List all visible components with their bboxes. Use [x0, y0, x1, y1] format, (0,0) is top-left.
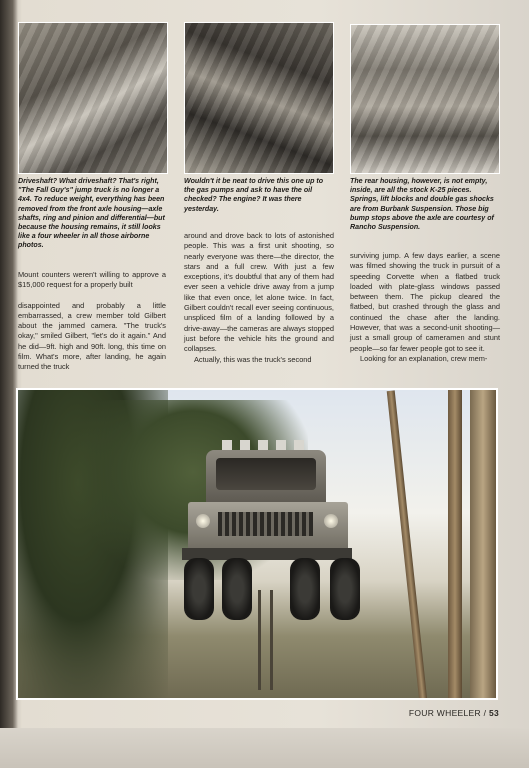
headlight	[196, 514, 210, 528]
body-column-2	[184, 231, 334, 365]
page-number: 53	[488, 708, 499, 718]
headlight	[324, 514, 338, 528]
truck-windshield	[216, 458, 316, 490]
photo-engine-bay	[184, 22, 334, 174]
caption-rear-housing: The rear housing, however, is not empty, inside, are all the stock K-25 pieces. Springs, lift blocks and double gas shocks are from Burbank Suspension. Those big bump stops above the axle are courtesy of Rancho Suspension.	[350, 177, 494, 232]
body-column-1	[18, 270, 166, 373]
photo-rear-housing	[350, 24, 500, 174]
magazine-name: FOUR WHEELER /	[408, 708, 487, 718]
photo-truck-jump	[16, 388, 498, 700]
caption-engine-bay: Wouldn't it be neat to drive this one up to the gas pumps and ask to have the oil checked? The engine? It was there yesterday.	[184, 177, 324, 213]
truck-bumper	[182, 548, 352, 560]
paragraph: Mount counters weren't willing to approve a $15,000 request for a properly built	[18, 270, 166, 290]
roof-light-bar	[222, 440, 312, 450]
truck-grille	[218, 512, 313, 536]
paragraph: disappointed and probably a little embarrassed, a crew member told Gilbert about the jammed camera. "The truck's okay," smiled Gilbert, "let's do it again." And he did—9ft. high and 90ft. long, this time on film. What's more, after landing, he again turned the truck	[18, 300, 166, 372]
body-column-3	[350, 251, 500, 364]
paragraph: surviving jump. A few days earlier, a scene was filmed showing the truck in pursuit of a speeding Corvette when a flatbed truck loaded with plate-glass windows passed between them. The pickup cleared the flatbed, but crashed through the glass and continued the chase after the landing. However, that was a second-unit shooting—just a small group of cameramen and stunt people—so far fewer people got to see it.	[350, 251, 500, 353]
wheel	[330, 558, 360, 620]
wheel	[184, 558, 214, 620]
paragraph: around and drove back to lots of astonished people. This was a first unit shooting, so nearly everyone was there—the director, the stars and a full crew. With just a few exceptions, it's doubtful that any of them had ever seen a vehicle drive away from a jump like that even once, let alone twice. In fact, Gilbert couldn't recall ever seeing continuous, unspliced film of a landing followed by a drive-away—the cameras are always stopped just before the vehicle hits the ground and collapses.	[184, 231, 334, 354]
page-bottom	[0, 728, 529, 768]
wheel	[222, 558, 252, 620]
palm-trunk	[387, 390, 428, 700]
paragraph: Actually, this was the truck's second	[194, 354, 312, 364]
caption-front-axle: Driveshaft? What driveshaft? That's right, "The Fall Guy's" jump truck is no longer a 4x4. To reduce weight, everything has been removed from the front axle housing—axle shafts, ring and pinion and differential—but because the housing remains, it still looks like a four wheeler in all those airborne photos.	[18, 177, 165, 250]
page-footer	[409, 708, 499, 718]
photo-front-axle	[18, 22, 168, 174]
palm-trunk	[448, 390, 462, 700]
palm-trunk	[470, 390, 496, 700]
paragraph: Looking for an explanation, crew mem-	[360, 353, 488, 363]
airborne-truck	[178, 440, 368, 650]
wheel	[290, 558, 320, 620]
